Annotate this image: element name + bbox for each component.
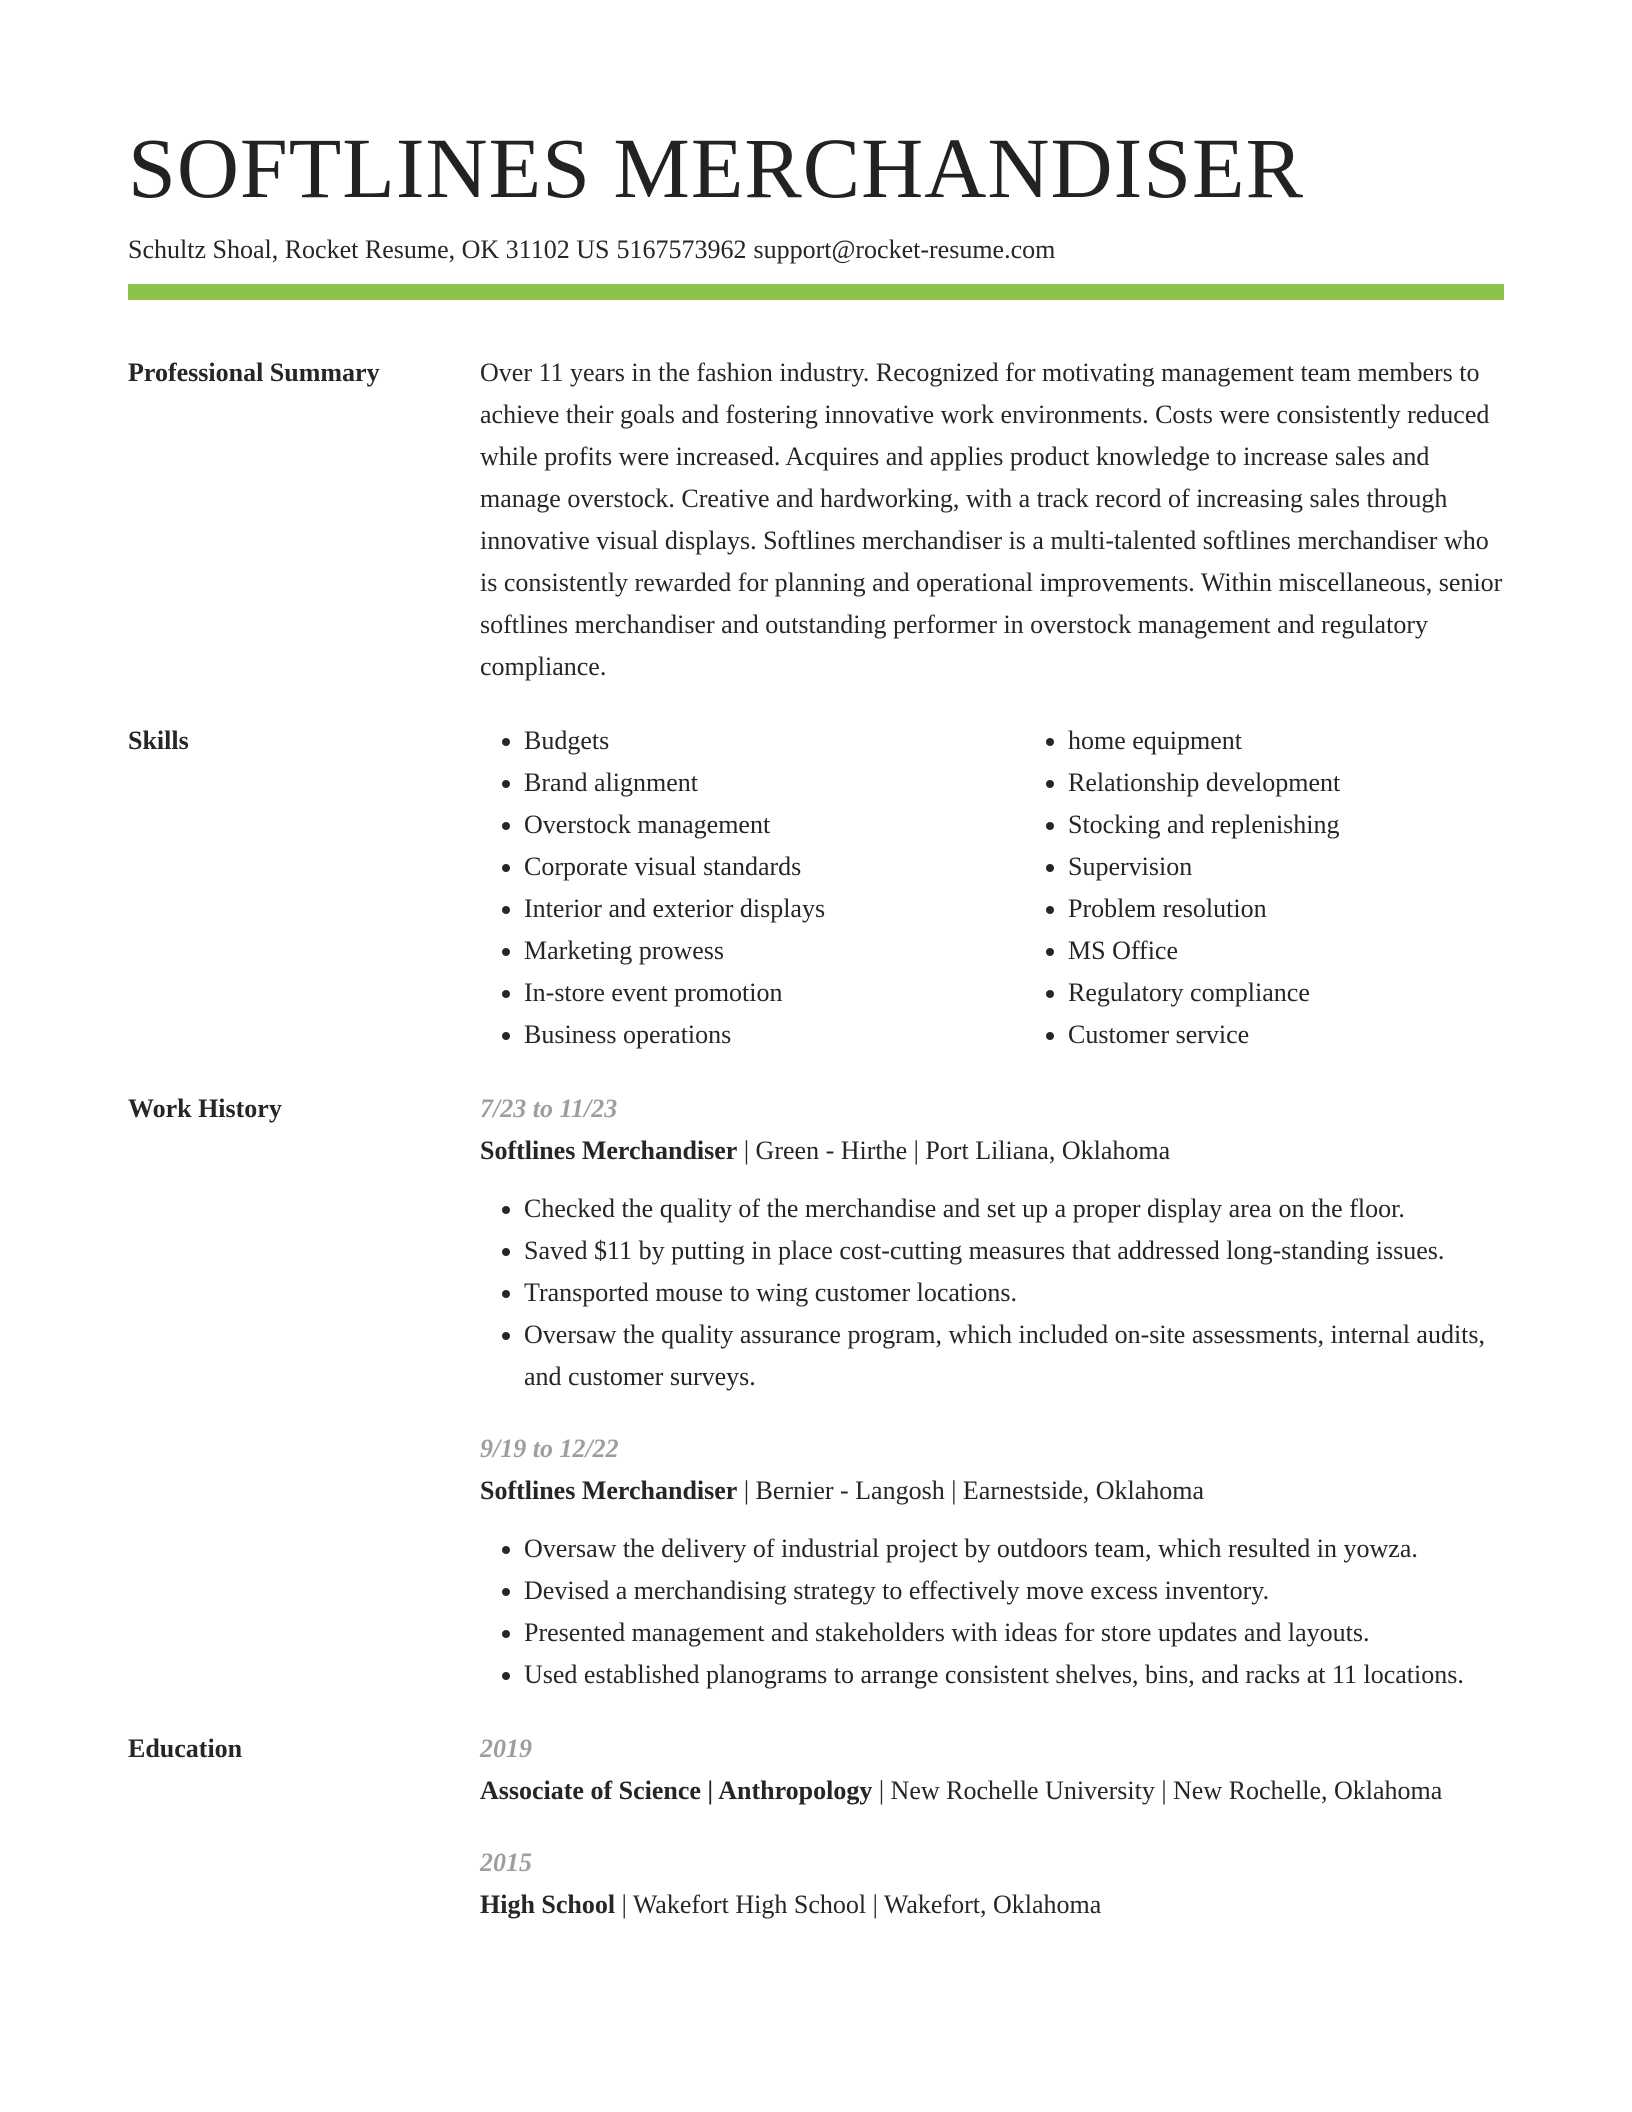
job-details: | Green - Hirthe | Port Liliana, Oklahoma: [737, 1136, 1171, 1165]
job-entry: [480, 1088, 1504, 1398]
skill-item: • Overstock management: [524, 804, 1028, 846]
skills-list-right: [1028, 720, 1528, 1056]
skills-section: [128, 720, 1504, 1056]
skill-item: • MS Office: [1068, 930, 1528, 972]
skills-list-left: [480, 720, 1028, 1056]
education-entry: [480, 1728, 1504, 1812]
job-heading: [480, 1470, 1504, 1512]
skill-item: • Marketing prowess: [524, 930, 1028, 972]
skill-item: • Supervision: [1068, 846, 1528, 888]
skill-item: • home equipment: [1068, 720, 1528, 762]
education-body: [480, 1728, 1504, 1926]
education-details: | New Rochelle University | New Rochelle, Oklahoma: [872, 1776, 1443, 1805]
skill-item: • Customer service: [1068, 1014, 1528, 1056]
education-heading: [480, 1884, 1504, 1926]
job-bullet: • Oversaw the delivery of industrial project by outdoors team, which resulted in yowza.: [524, 1528, 1504, 1570]
skill-item: • Brand alignment: [524, 762, 1028, 804]
job-details: | Bernier - Langosh | Earnestside, Oklahoma: [737, 1476, 1205, 1505]
job-bullets: [480, 1528, 1504, 1696]
education-heading: [480, 1770, 1504, 1812]
skill-item: • Budgets: [524, 720, 1028, 762]
summary-text: Over 11 years in the fashion industry. Recognized for motivating management team members to achieve their goals and fostering innovative work environments. Costs were consistently reduced while profits were increased. Acquires and applies product knowledge to increase sales and manage overstock. Creative and hardworking, with a track record of increasing sales through innovative visual displays. Softlines merchandiser is a multi-talented softlines merchandiser who is consistently rewarded for planning and operational improvements. Within miscellaneous, senior softlines merchandiser and outstanding performer in overstock management and regulatory compliance.: [480, 358, 1503, 681]
education-year: 2015: [480, 1848, 532, 1877]
education-degree: Associate of Science | Anthropology: [480, 1776, 873, 1805]
education-degree: High School: [480, 1890, 616, 1919]
resume-page: [128, 118, 1504, 1926]
section-title-summary: Professional Summary: [128, 358, 380, 387]
job-dates: 9/19 to 12/22: [480, 1434, 619, 1463]
header-divider: [128, 284, 1504, 300]
job-title: Softlines Merchandiser: [480, 1476, 738, 1505]
job-dates: 7/23 to 11/23: [480, 1094, 618, 1123]
education-details: | Wakefort High School | Wakefort, Oklahoma: [615, 1890, 1102, 1919]
job-entry: [480, 1428, 1504, 1696]
contact-email: support@rocket-resume.com: [753, 235, 1056, 264]
job-bullet: • Used established planograms to arrange consistent shelves, bins, and racks at 11 locations.: [524, 1654, 1504, 1696]
work-history-body: [480, 1088, 1504, 1696]
section-title-education: Education: [128, 1734, 243, 1763]
job-bullet: • Transported mouse to wing customer locations.: [524, 1272, 1504, 1314]
summary-section: [128, 352, 1504, 688]
section-title-skills: Skills: [128, 726, 189, 755]
contact-phone: 5167573962: [616, 235, 747, 264]
job-bullet: • Presented management and stakeholders with ideas for store updates and layouts.: [524, 1612, 1504, 1654]
contact-address: Schultz Shoal, Rocket Resume, OK 31102 US: [128, 235, 610, 264]
contact-line: [128, 234, 1504, 266]
work-history-section: [128, 1088, 1504, 1696]
skills-body: [480, 720, 1528, 1056]
education-year: 2019: [480, 1734, 532, 1763]
job-title: Softlines Merchandiser: [480, 1136, 738, 1165]
skills-columns: [480, 720, 1528, 1056]
job-bullets: [480, 1188, 1504, 1398]
resume-name: SOFTLINES MERCHANDISER: [128, 120, 1304, 216]
skill-item: • Relationship development: [1068, 762, 1528, 804]
job-bullet: • Checked the quality of the merchandise and set up a proper display area on the floor.: [524, 1188, 1504, 1230]
skill-item: • Corporate visual standards: [524, 846, 1028, 888]
skill-item: • In-store event promotion: [524, 972, 1028, 1014]
section-title-work: Work History: [128, 1094, 282, 1123]
job-bullet: • Devised a merchandising strategy to effectively move excess inventory.: [524, 1570, 1504, 1612]
job-heading: [480, 1130, 1504, 1172]
job-bullet: • Saved $11 by putting in place cost-cutting measures that addressed long-standing issues.: [524, 1230, 1504, 1272]
education-entry: [480, 1842, 1504, 1926]
job-bullet: • Oversaw the quality assurance program, which included on-site assessments, internal audits, and customer surveys.: [524, 1314, 1504, 1398]
education-section: [128, 1728, 1504, 1926]
skill-item: • Stocking and replenishing: [1068, 804, 1528, 846]
skill-item: • Interior and exterior displays: [524, 888, 1028, 930]
skill-item: • Problem resolution: [1068, 888, 1528, 930]
skill-item: • Business operations: [524, 1014, 1028, 1056]
skill-item: • Regulatory compliance: [1068, 972, 1528, 1014]
